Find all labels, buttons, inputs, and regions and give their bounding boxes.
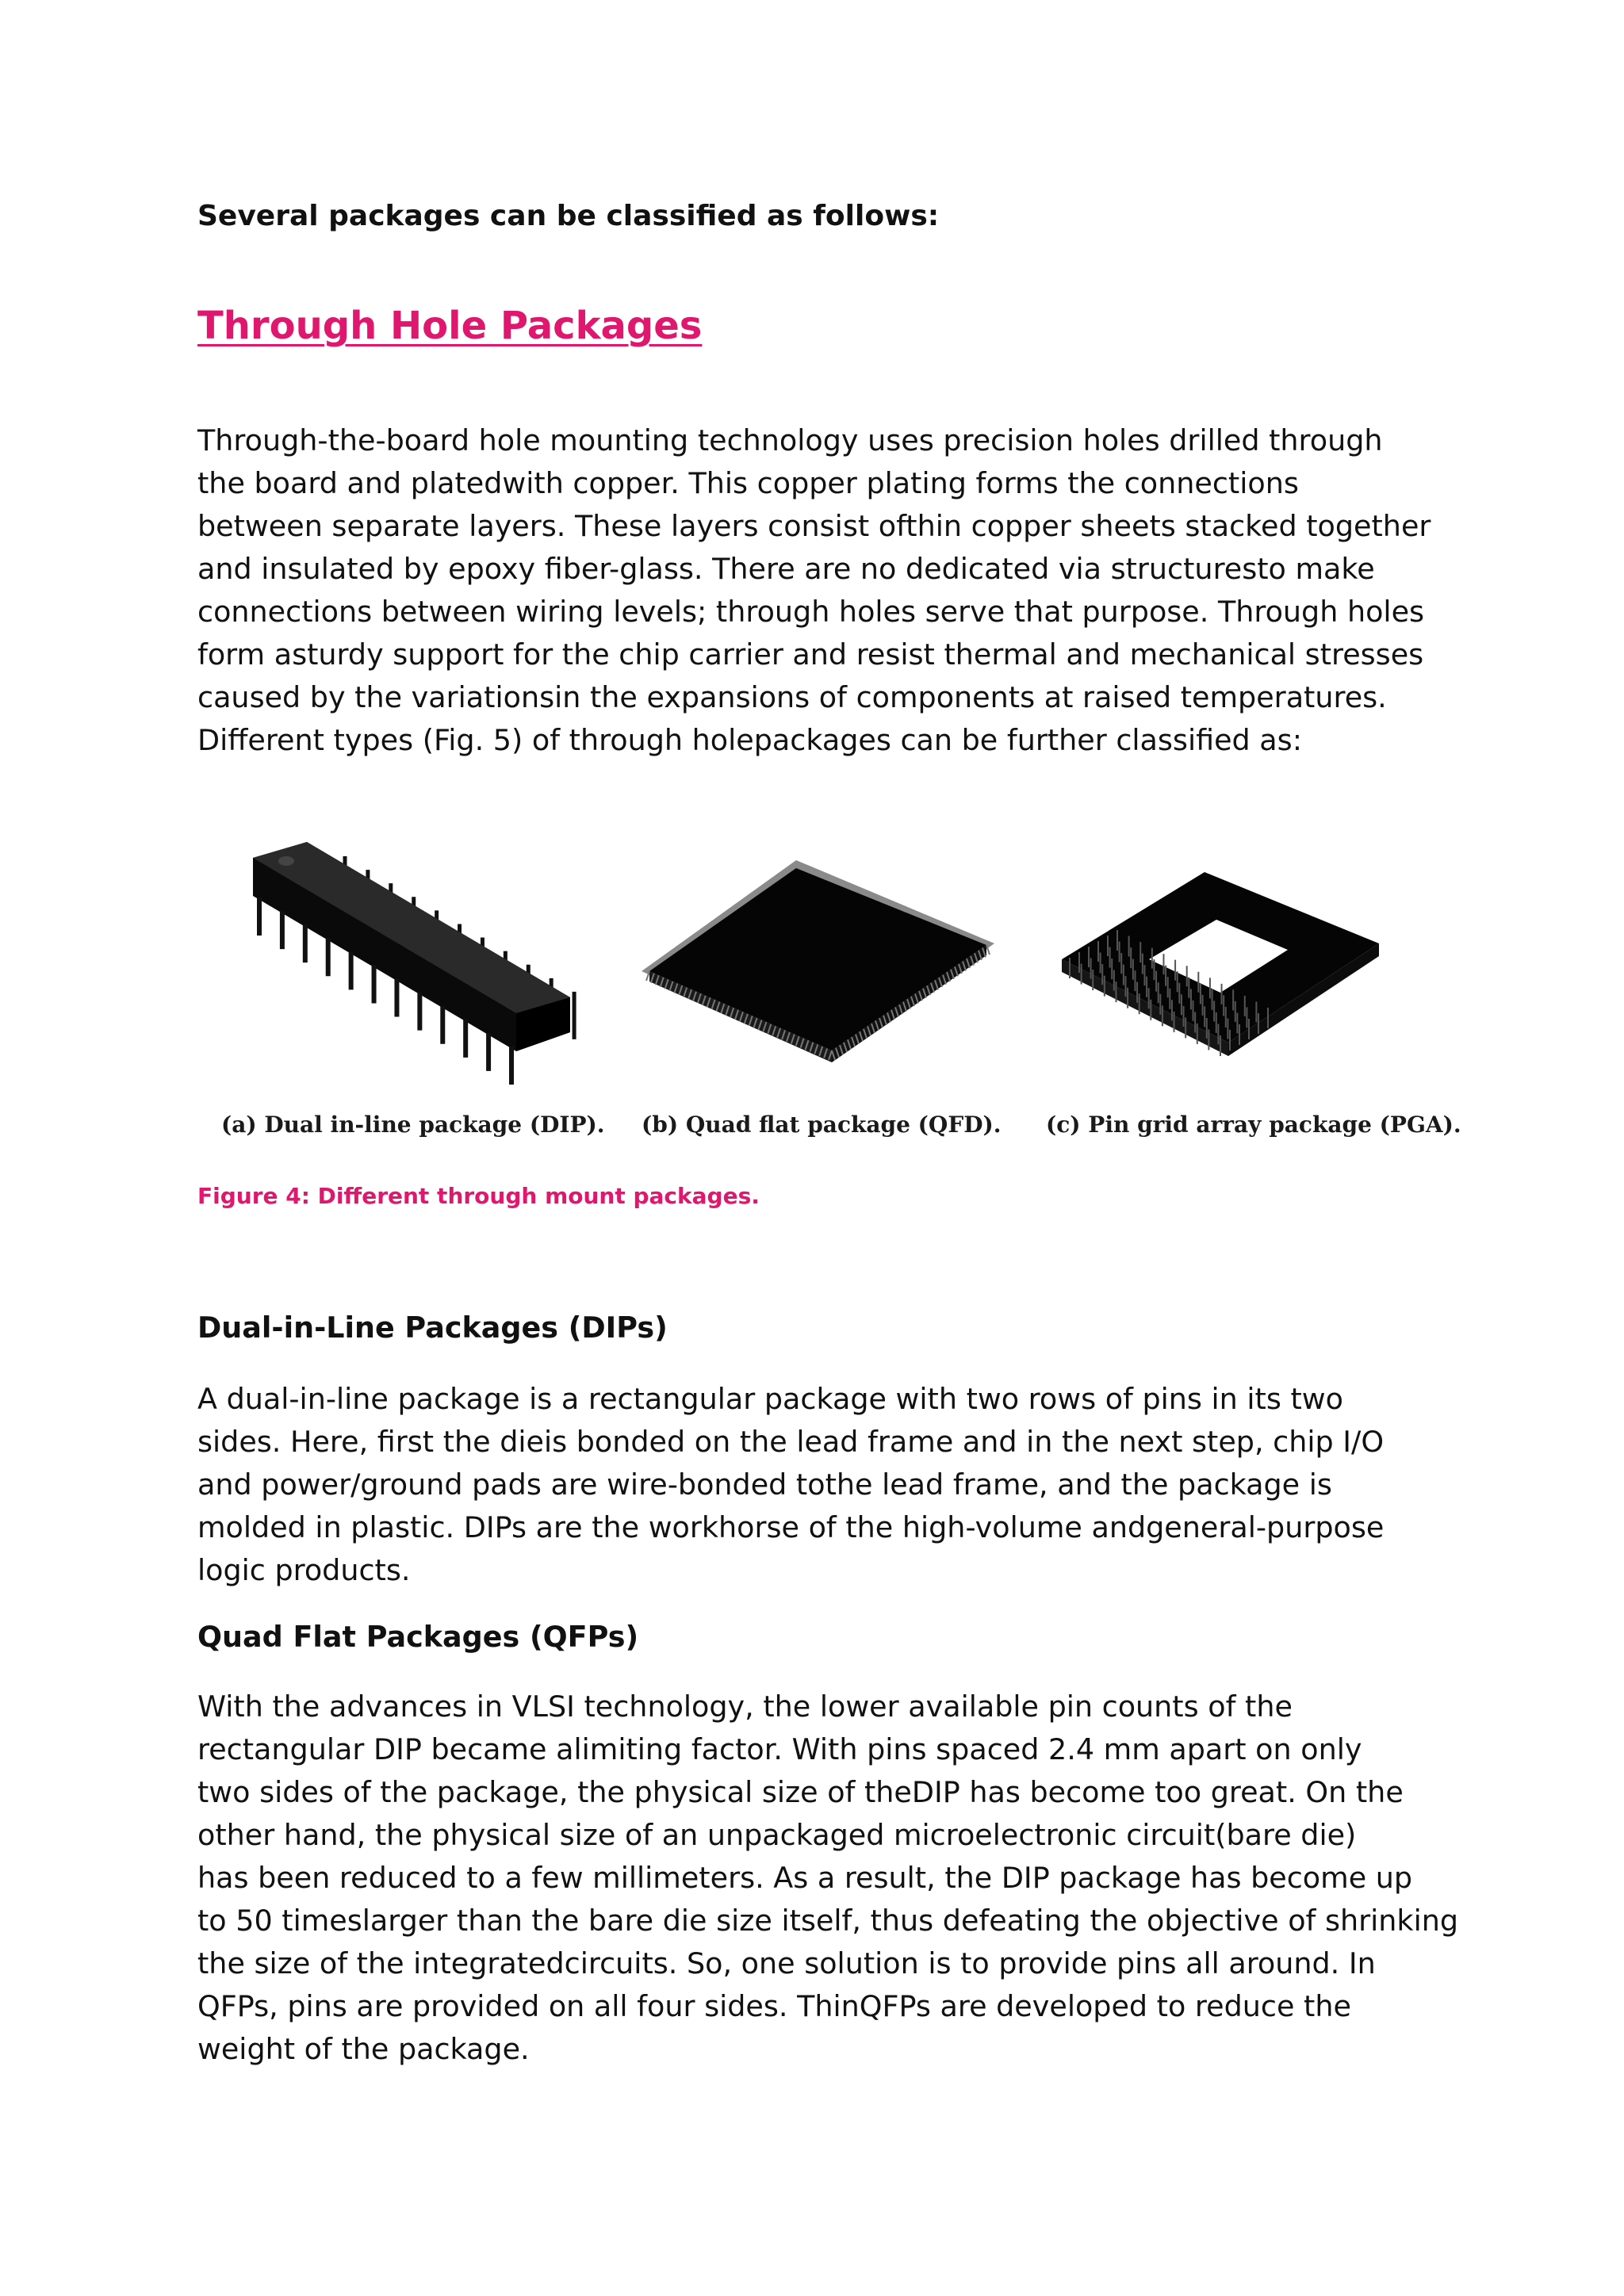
pga-figure [1046,825,1461,1138]
pga-caption: (c) Pin grid array package (PGA). [1046,1112,1461,1138]
pga-chip-icon [1046,825,1419,1094]
qfp-heading: Quad Flat Packages (QFPs) [197,1620,639,1654]
paragraph-line: Different types (Fig. 5) of through holepackages can be further classified as: [197,723,1302,757]
qfp-chip-icon [634,825,1006,1094]
dip-heading: Dual-in-Line Packages (DIPs) [197,1311,668,1345]
paragraph-line: logic products. [197,1553,411,1587]
paragraph-line: and insulated by epoxy fiber-glass. There are no dedicated via structuresto make [197,552,1375,586]
paragraph-line: rectangular DIP became alimiting factor. With pins spaced 2.4 mm apart on only [197,1732,1362,1766]
paragraph-line: the size of the integratedcircuits. So, one solution is to provide pins all around. In [197,1946,1376,1980]
paragraph-line: A dual-in-line package is a rectangular package with two rows of pins in its two [197,1382,1343,1416]
paragraph-line: molded in plastic. DIPs are the workhorse of the high-volume andgeneral-purpose [197,1510,1385,1544]
paragraph-line: to 50 timeslarger than the bare die size itself, thus defeating the objective of shrinking [197,1904,1459,1938]
qfp-figure [634,825,1006,1138]
qfp-caption: (b) Quad flat package (QFD). [642,1112,1002,1138]
dip-caption: (a) Dual in-line package (DIP). [221,1112,605,1138]
paragraph-line: and power/ground pads are wire-bonded tothe lead frame, and the package is [197,1468,1332,1502]
intro-text: Several packages can be classified as follows: [197,200,940,232]
paragraph-line: other hand, the physical size of an unpackaged microelectronic circuit(bare die) [197,1818,1357,1852]
paragraph-line: the board and platedwith copper. This copper plating forms the connections [197,466,1299,500]
paragraph-line: weight of the package. [197,2032,530,2066]
package-figure [221,825,1461,1158]
paragraph-line: two sides of the package, the physical size of theDIP has become too great. On the [197,1775,1404,1809]
paragraph-line: sides. Here, first the dieis bonded on the lead frame and in the next step, chip I/O [197,1425,1385,1459]
section-title: Through Hole Packages [197,304,703,348]
paragraph-line: has been reduced to a few millimeters. As a result, the DIP package has become up [197,1861,1413,1895]
paragraph-line: With the advances in VLSI technology, the lower available pin counts of the [197,1689,1293,1724]
paragraph-through-hole [197,419,1431,762]
paragraph-line: connections between wiring levels; through holes serve that purpose. Through holes [197,595,1425,629]
paragraph-line: QFPs, pins are provided on all four sides. ThinQFPs are developed to reduce the [197,1989,1351,2023]
paragraph-line: form asturdy support for the chip carrier and resist thermal and mechanical stresses [197,637,1424,672]
paragraph-qfp [197,1686,1458,2071]
paragraph-dip [197,1378,1384,1592]
paragraph-line: between separate layers. These layers consist ofthin copper sheets stacked together [197,509,1431,543]
paragraph-line: Through-the-board hole mounting technology uses precision holes drilled through [197,423,1383,457]
dip-figure [221,825,605,1138]
dip-chip-icon [221,825,594,1094]
paragraph-line: caused by the variationsin the expansions of components at raised temperatures. [197,680,1387,714]
figure-label: Figure 4: Different through mount packages. [197,1183,760,1209]
